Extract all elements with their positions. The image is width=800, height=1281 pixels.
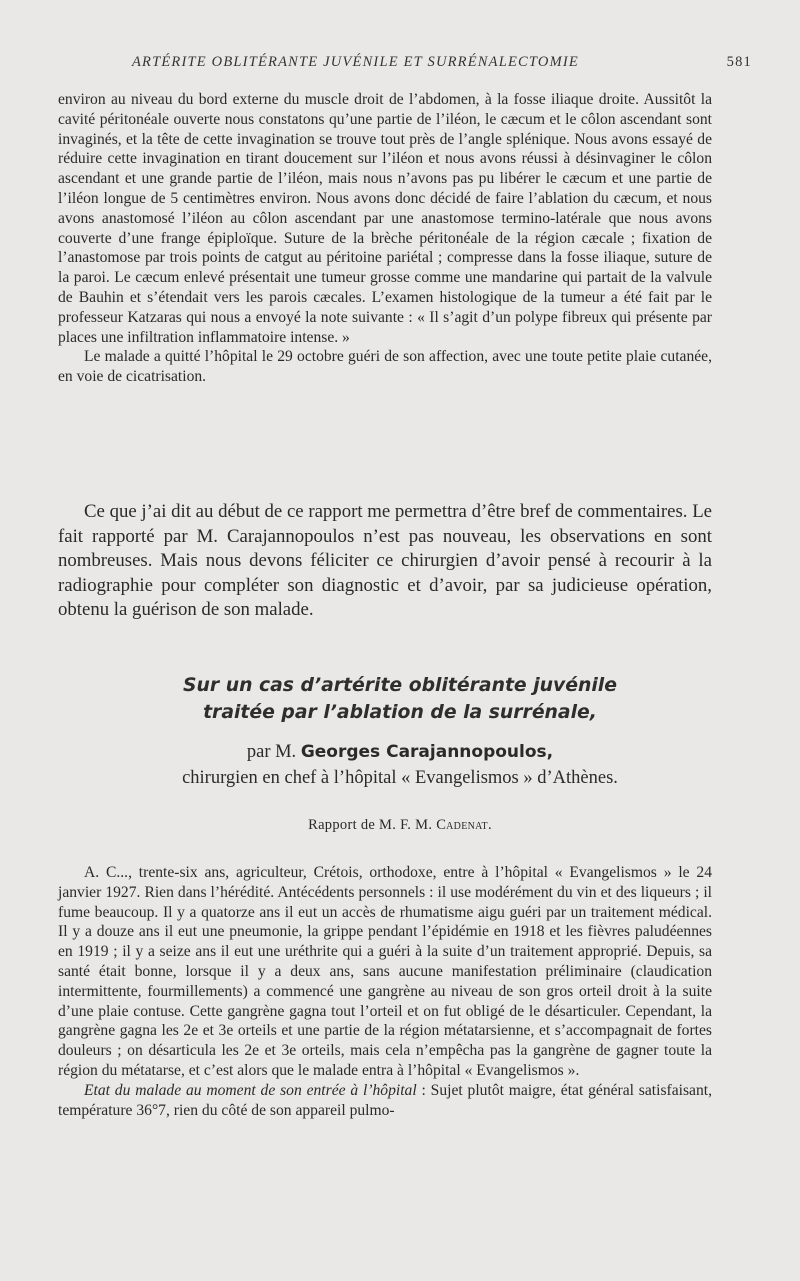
running-title: ARTÉRITE OBLITÉRANTE JUVÉNILE ET SURRÉNALECTOMIE xyxy=(132,54,579,70)
case-continuation xyxy=(58,90,712,387)
commentary-block xyxy=(58,500,712,623)
paragraph-discharge: Le malade a quitté l’hôpital le 29 octobre guéri de son affection, avec une toute petite plaie cutanée, en voie de cicatrisation. xyxy=(58,348,712,386)
page-number: 581 xyxy=(726,54,752,70)
article-title-line-2: traitée par l’ablation de la surrénale, xyxy=(203,702,597,723)
report-prefix: Rapport de M. F. M. xyxy=(308,817,437,833)
paragraph-case-history: A. C..., trente-six ans, agriculteur, Crétois, orthodoxe, entre à l’hôpital « Evangelismos » le 24 janvier 1927. Rien dans l’hérédité. Antécédents personnels : il use modérément du vin et des liqueurs ; il fume beaucoup. Il y a quatorze ans il eut un accès de rhumatisme aigu guéri par un traitement médical. Il y a douze ans il eut une pneumonie, la grippe pendant l’épidémie en 1918 et les fièvres paludéennes en 1919 ; il y a seize ans il eut une uréthrite qui a guéri à la suite d’un traitement approprié. Depuis, sa santé était bonne, lorsque il y a deux ans, sans aucune manifestation préliminaire (claudication intermittente, fourmillements) a commencé une gangrène au niveau de son gros orteil droit à la suite d’une plaie contuse. Cette gangrène gagna tout l’orteil et on fut obligé de le désarticuler. Cependant, la gangrène gagna les 2e et 3e orteils et une partie de la région métatarsienne, et s’accompagnait de fortes douleurs ; on désarticula les 2e et 3e orteils, mais cela n’empêcha pas la gangrène de gagner toute la région du métatarse, et c’est alors que le malade entra à l’hôpital « Evangelismos ». xyxy=(58,864,712,1079)
report-line xyxy=(0,817,800,834)
case-report xyxy=(58,863,712,1120)
article-title xyxy=(0,672,800,726)
author-name: Georges Carajannopoulos, xyxy=(300,742,554,762)
paragraph-admission-state xyxy=(58,1081,712,1121)
author-block xyxy=(0,740,800,791)
report-author: Cadenat. xyxy=(436,817,492,833)
paragraph-operation: environ au niveau du bord externe du muscle droit de l’abdomen, à la fosse iliaque droite. Aussitôt la cavité péritonéale ouverte nous constatons qu’une partie de l’iléon, le cæcum et le côlon ascendant sont invaginés, et la tête de cette invagination se trouve tout près de l’angle splénique. Nous avons essayé de réduire cette invagination en tirant doucement sur l’iléon et nous avons réussi à désinvaginer le côlon ascendant et une grande partie de l’iléon, mais nous n’avons pas pu libérer le cæcum et une partie de l’iléon longue de 5 centimètres environ. Nous avons donc décidé de faire l’ablation du cæcum, et nous avons anastomosé l’iléon au côlon ascendant par une anastomose termino-latérale que nous avons couverte d’une frange épiploïque. Suture de la brèche péritonéale de la région cæcale ; fixation de l’anastomose par trois points de catgut au péritoine pariétal ; compresse dans la fosse iliaque, suture de la paroi. Le cæcum enlevé présentait une tumeur grosse comme une mandarine qui partait de la valvule de Bauhin et s’étendait vers les parois cæcales. L’examen histologique de la tumeur a été fait par le professeur Katzaras qui nous a envoyé la note suivante : « Il s’agit d’un polype fibreux qui présente par places une infiltration inflammatoire intense. » xyxy=(58,91,712,346)
admission-heading: Etat du malade au moment de son entrée à l’hôpital xyxy=(84,1081,417,1099)
admission-text: : Sujet plutôt maigre, état général satisfaisant, température 36°7, rien du côté de son appareil pulmo- xyxy=(58,1081,712,1119)
article-title-line-1: Sur un cas d’artérite oblitérante juvénile xyxy=(183,675,617,696)
author-line xyxy=(0,740,800,766)
paragraph-commentary: Ce que j’ai dit au début de ce rapport me permettra d’être bref de commentaires. Le fait rapporté par M. Carajannopoulos n’est pas nouveau, les observations en sont nombreuses. Mais nous devons féliciter ce chirurgien d’avoir pensé à recourir à la radiographie pour compléter son diagnostic et d’avoir, par sa judicieuse opération, obtenu la guérison de son malade. xyxy=(58,501,712,621)
author-prefix: par M. xyxy=(246,742,301,762)
author-affiliation: chirurgien en chef à l’hôpital « Evangelismos » d’Athènes. xyxy=(182,767,618,788)
